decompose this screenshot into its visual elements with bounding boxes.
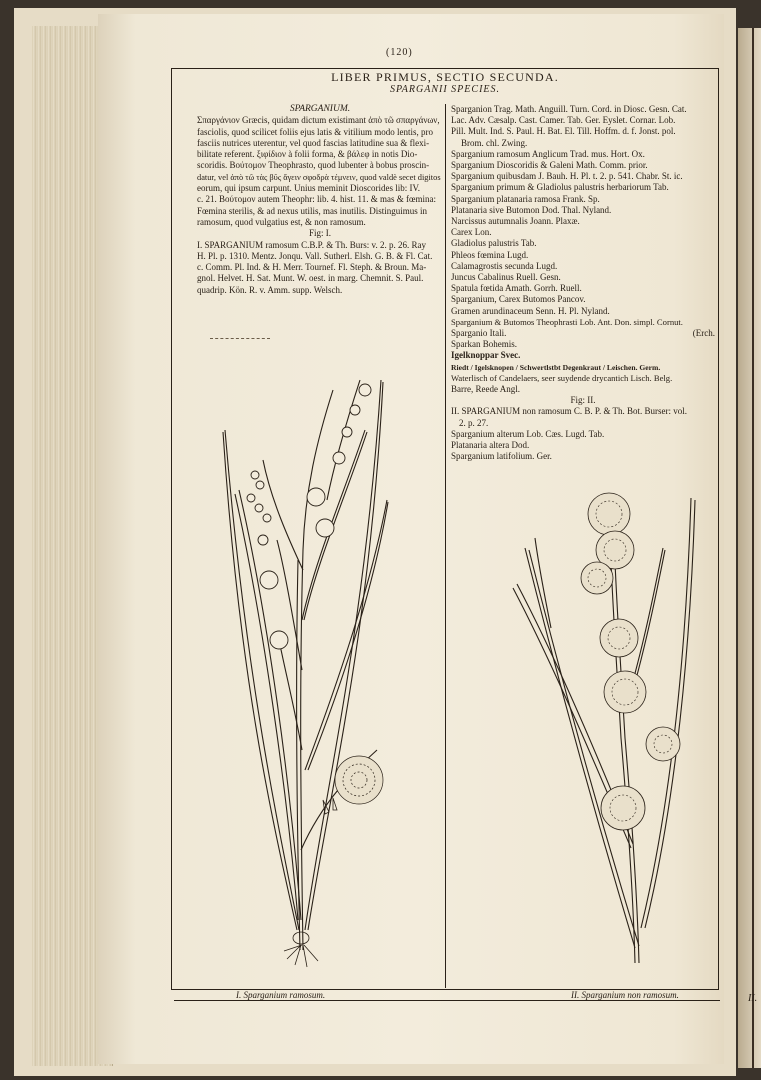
text-line: Σπαργάνιον Græcis, quidam dictum existimant ἀπὸ τῶ σπαργάνων, — [197, 115, 440, 126]
text-line: Narcissus autumnalis Joann. Plaxæ. — [451, 216, 580, 227]
text-line: scoridis. Βούτομον Theophrasto, quod lubenter à bobus proscin- — [197, 160, 430, 171]
intro-paragraph — [197, 115, 443, 228]
text-line: Pill. Mult. Ind. S. Paul. H. Bat. El. Till. Hoffm. d. f. Jonst. pol. — [451, 126, 676, 137]
illustration-sparganium-ramosum — [205, 370, 405, 970]
text-line: Sparganio Itali. — [451, 328, 507, 339]
text-line: Brom. chl. Zwing. — [461, 137, 528, 148]
text-line: (Erch. — [692, 328, 715, 339]
text-line: fasciis nutrices uterentur, vel quod fascias latitudine sua & flexi- — [197, 137, 430, 148]
column-divider — [445, 104, 446, 988]
text-line: Sparganion Trag. Math. Anguill. Turn. Cord. in Diosc. Gesn. Cat. — [451, 104, 687, 114]
running-header — [172, 70, 718, 96]
facing-page-fragment: II. — [748, 993, 758, 1004]
text-line: quadrip. Kön. R. v. Amm. supp. Welsch. — [197, 284, 343, 295]
text-line: Calamagrostis secunda Lugd. — [451, 260, 558, 271]
text-line: Phleos fœmina Lugd. — [451, 249, 529, 260]
text-line: 2. p. 27. — [459, 417, 489, 428]
text-line: c. Comm. Pl. Ind. & H. Merr. Tournef. Fl. Steph. & Broun. Ma- — [197, 262, 427, 273]
text-line: I. SPARGANIUM ramosum C.B.P. & Th. Burs: v. 2. p. 26. Ray — [197, 239, 426, 250]
caption-fig2: II. Sparganium non ramosum. — [571, 990, 679, 1000]
ornament-rule — [210, 338, 270, 342]
text-line: Carex Lon. — [451, 227, 492, 238]
text-line: Sparganium latifolium. Ger. — [451, 451, 552, 462]
text-line: Barre, Reede Angl. — [451, 384, 520, 395]
text-line: Sparganium primum & Gladiolus palustris herbariorum Tab. — [451, 182, 669, 193]
text-line: Sparganium alterum Lob. Cæs. Lugd. Tab. — [451, 428, 605, 439]
text-line: Lac. Adv. Cæsalp. Cast. Camer. Tab. Ger. Eyslet. Cornar. Lob. — [451, 115, 676, 126]
text-line: Juncus Cabalinus Ruell. Gesn. — [451, 272, 561, 283]
text-line: Gramen arundinaceum Senn. H. Pl. Nyland. — [451, 305, 610, 316]
header-subtitle: SPARGANII SPECIES. — [389, 84, 501, 95]
text-line: Sparganium Dioscoridis & Galeni Math. Comm. prior. — [451, 160, 648, 171]
caption-fig1: I. Sparganium ramosum. — [236, 990, 326, 1000]
text-line: Sparkan Bohemis. — [451, 339, 517, 350]
left-column — [197, 104, 443, 296]
text-line: Platanaria sive Butomon Dod. Thal. Nyland. — [451, 204, 612, 215]
text-line: Waterlisch of Candelaers, seer suydende drycantich Lisch. Belg. — [451, 372, 673, 383]
synonym-entry — [197, 240, 443, 296]
folio-number: (120) — [386, 47, 413, 58]
text-line: II. SPARGANIUM non ramosum C. B. P. & Th. Bot. Burser: vol. — [451, 406, 688, 417]
fig-label: Fig: I. — [308, 228, 331, 239]
fig-label: Fig: II. — [570, 395, 596, 406]
text-line: Igelknoppar Svec. — [451, 350, 521, 361]
text-line: Riedt / Igelsknopen / Schwertlstbt Degenkraut / Leischen. Germ. — [451, 362, 661, 372]
facing-page-rule — [752, 28, 754, 1068]
text-line: Spatula fœtida Amath. Gorrh. Ruell. — [451, 283, 582, 294]
bottom-rule — [174, 1000, 720, 1001]
text-line: H. Pl. p. 1310. Mentz. Jonqu. Vall. Sutherl. Elsh. G. B. & Fl. Cat. — [197, 250, 433, 261]
right-column — [451, 104, 715, 463]
section-title: SPARGANIUM. — [289, 104, 351, 114]
text-line: eorum, qui ipsum carpunt. Unius meminit Dioscorides lib: IV. — [197, 183, 421, 194]
header-title: LIBER PRIMUS, SECTIO SECUNDA. — [331, 70, 559, 84]
text-line: Platanaria altera Dod. — [451, 440, 530, 451]
text-line: gnol. Helvet. H. Sat. Munt. W. oest. in marg. Chemnit. S. Paul. — [197, 273, 424, 284]
text-line: datur, vel ἀπὸ τῶ τὰς βῦς ἄγειν σφοδρὰ τέμνειν, quod valdè secet digitos — [197, 172, 441, 182]
text-line: Sparganium & Butomos Theophrasti Lob. Ant. Don. simpl. Cornut. — [451, 316, 683, 327]
split-line — [451, 328, 715, 339]
facing-page-edge — [738, 28, 761, 1068]
text-line: Sparganium platanaria ramosa Frank. Sp. — [451, 193, 600, 204]
text-line: Gladiolus palustris Tab. — [451, 238, 537, 249]
text-line: bilitate referent. ξιφίδιον à folii forma, & βάλεφ in notis Dio- — [197, 149, 418, 160]
text-line: Sparganium ramosum Anglicum Trad. mus. Hort. Ox. — [451, 148, 645, 159]
text-line: Sparganium, Carex Butomos Pancov. — [451, 294, 586, 305]
text-line: Fœmina sterilis, & ad nexus utilis, mas inutilis. Distinguimus in — [197, 205, 428, 216]
text-line: Sparganium quibusdam J. Bauh. H. Pl. t. 2. p. 541. Chabr. St. ic. — [451, 171, 683, 182]
illustration-sparganium-non-ramosum — [505, 488, 710, 968]
text-line: c. 21. Βούτομον autem Theophr: lib. 4. hist. 11. & mas & fœmina: — [197, 194, 436, 205]
text-line: fasciolis, quod scilicet foliis ejus latis & vitilium modo lentis, pro — [197, 126, 433, 137]
text-line: ramosum, quod vulgatius est, & non ramosum. — [197, 216, 366, 227]
